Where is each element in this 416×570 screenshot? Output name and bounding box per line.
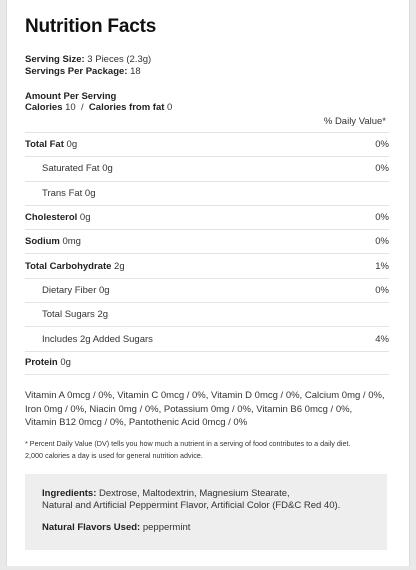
nutrient-row [25, 253, 389, 277]
calories-label: Calories [25, 102, 63, 113]
nutrient-amount: 0g [77, 212, 91, 224]
panel-title: Nutrition Facts [25, 16, 157, 37]
nutrient-amount: 0g [96, 284, 110, 296]
ingredients-box: Ingredients: Dextrose, Maltodextrin, Magnesium Stearate, Natural and Artificial Peppermint Flavor, Artificial Color (FD&C Red 40). Natural Flavors Used: peppermint [25, 474, 387, 550]
nutrient-row [25, 278, 389, 302]
nutrient-amount: 0g [82, 187, 96, 199]
nutrient-amount: 2g [94, 309, 109, 321]
nutrient-label [25, 236, 349, 247]
nutrient-daily-value: 0% [375, 236, 389, 248]
nutrition-facts-panel [6, 0, 410, 566]
nutrient-name: Protein [25, 357, 58, 369]
serving-size-value: 3 Pieces (2.3g) [84, 54, 152, 65]
nutrient-label [25, 334, 349, 345]
ingredients-label: Ingredients: [42, 488, 97, 499]
nutrient-amount: 0g [63, 139, 78, 151]
nutrient-row [25, 205, 389, 229]
nutrient-label [25, 309, 349, 320]
ingredients-text: Ingredients: Dextrose, Maltodextrin, Magnesium Stearate, [42, 488, 290, 499]
nutrient-amount: 0g [57, 357, 71, 369]
calories-from-fat-value: 0 [164, 102, 173, 113]
nutrient-row [25, 351, 389, 375]
nutrient-label [25, 212, 349, 223]
calories-value: 10 [62, 102, 76, 113]
nutrient-row [25, 156, 389, 180]
servings-per-package-value: 18 [127, 66, 141, 77]
nutrient-row [25, 181, 389, 205]
nutrient-name: Trans Fat [42, 187, 83, 199]
nutrient-daily-value: 0% [375, 284, 389, 296]
calories-separator: / [75, 102, 89, 113]
daily-value-header: % Daily Value* [323, 116, 386, 127]
nutrient-row [25, 326, 389, 350]
nutrient-name: Total Fat [25, 139, 64, 151]
nutrient-name: Total Carbohydrate [25, 260, 112, 272]
nutrient-name: Includes 2g Added Sugars [42, 333, 153, 345]
nutrient-daily-value: 0% [375, 163, 389, 175]
amount-per-serving: Amount Per Serving [25, 91, 117, 102]
daily-value-footnote: * Percent Daily Value (DV) tells you how much a nutrient in a serving of food contributes to a daily diet. 2,000 calories a day is used for general nutrition advice. [25, 439, 351, 460]
vitamins-minerals: Vitamin A 0mcg / 0%, Vitamin C 0mcg / 0%, Vitamin D 0mcg / 0%, Calcium 0mg / 0%, Iron 0mg / 0%, Niacin 0mg / 0%, Potassium 0mg / 0%, Vitamin B6 0mcg / 0%, Vitamin B12 0mcg / 0%, Pantothenic Acid 0mcg / 0% [25, 390, 385, 428]
nutrient-daily-value: 0% [375, 139, 389, 151]
nutrient-name: Sodium [25, 236, 60, 248]
nutrient-label [25, 261, 349, 272]
nutrient-row [25, 229, 389, 253]
nutrient-label [25, 357, 349, 368]
nutrient-name: Dietary Fiber [42, 284, 97, 296]
servings-per-package-label: Servings Per Package: [25, 66, 128, 77]
natural-flavors-label: Natural Flavors Used: [42, 522, 141, 533]
nutrient-name: Total Sugars [42, 309, 95, 321]
nutrient-name: Saturated Fat [42, 163, 100, 175]
natural-flavors-value: peppermint [140, 522, 191, 533]
nutrient-amount: 2g [111, 260, 125, 272]
nutrient-row [25, 132, 389, 156]
serving-size-label: Serving Size: [25, 54, 85, 65]
nutrient-label [25, 285, 349, 296]
nutrient-label [25, 188, 349, 199]
calories-from-fat-label: Calories from fat [88, 102, 165, 113]
nutrient-amount: 0mg [59, 236, 81, 248]
nutrient-label [25, 139, 349, 150]
nutrient-label [25, 163, 349, 174]
serving-size [25, 54, 151, 65]
natural-flavors [42, 522, 370, 534]
nutrient-name: Cholesterol [25, 212, 78, 224]
nutrient-daily-value: 1% [375, 260, 389, 272]
servings-per-package [25, 66, 141, 77]
nutrient-daily-value: 4% [375, 333, 389, 345]
calories-line [25, 102, 172, 113]
nutrient-table [25, 132, 389, 375]
nutrient-daily-value: 0% [375, 212, 389, 224]
nutrient-amount: 0g [99, 163, 113, 175]
nutrient-row [25, 302, 389, 326]
